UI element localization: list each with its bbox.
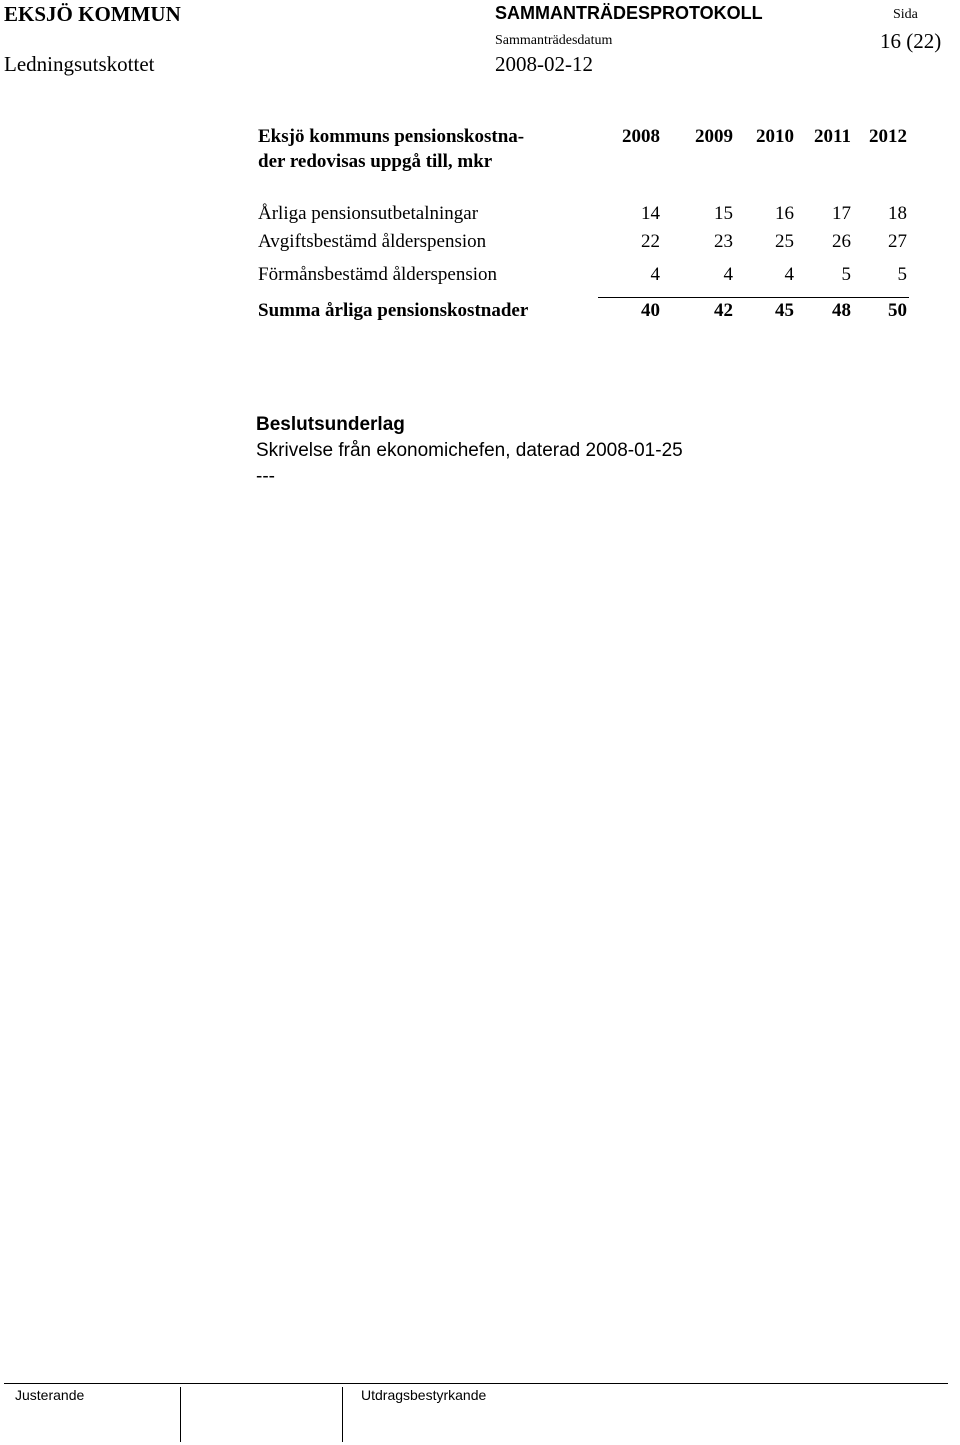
row-label: Årliga pensionsutbetalningar: [258, 203, 479, 224]
year-header: 2011: [814, 126, 851, 147]
table-cell: 14: [641, 203, 660, 224]
table-cell: 18: [888, 203, 907, 224]
table-cell: 4: [650, 264, 660, 285]
total-cell: 40: [641, 300, 660, 321]
year-header: 2008: [622, 126, 660, 147]
row-label: Förmånsbestämd ålderspension: [258, 264, 498, 285]
table-cell: 23: [714, 231, 733, 252]
table-title-line-1: Eksjö kommuns pensionskostna-: [258, 126, 525, 147]
year-header: 2012: [869, 126, 907, 147]
document-type: SAMMANTRÄDESPROTOKOLL: [495, 3, 763, 23]
table-cell: 16: [775, 203, 794, 224]
row-label: Avgiftsbestämd ålderspension: [258, 231, 487, 252]
meeting-date-value: 2008-02-12: [495, 52, 593, 76]
signature-divider: [342, 1387, 343, 1442]
table-cell: 4: [784, 264, 794, 285]
table-cell: 5: [841, 264, 851, 285]
footer-rule: [4, 1383, 948, 1384]
table-cell: 25: [775, 231, 794, 252]
page-number: 16 (22): [880, 29, 942, 53]
table-title-line-2: der redovisas uppgå till, mkr: [258, 151, 493, 172]
basis-dashes: ---: [256, 466, 275, 487]
table-cell: 17: [832, 203, 851, 224]
basis-text: Skrivelse från ekonomichefen, daterad 2008-01-25: [256, 440, 683, 461]
meeting-date-label: Sammanträdesdatum: [495, 33, 613, 48]
justerande-label: Justerande: [15, 1387, 85, 1403]
year-header: 2009: [695, 126, 733, 147]
year-header: 2010: [756, 126, 794, 147]
sum-underline: [598, 297, 909, 298]
table-cell: 15: [714, 203, 733, 224]
utdragsbestyrkande-label: Utdragsbestyrkande: [361, 1387, 487, 1403]
organization-name: EKSJÖ KOMMUN: [4, 2, 181, 26]
committee-name: Ledningsutskottet: [4, 52, 155, 76]
page-label: Sida: [893, 7, 918, 22]
total-cell: 48: [832, 300, 851, 321]
total-cell: 45: [775, 300, 794, 321]
basis-heading: Beslutsunderlag: [256, 414, 405, 435]
signature-divider: [180, 1387, 181, 1442]
table-cell: 26: [832, 231, 851, 252]
table-cell: 5: [897, 264, 907, 285]
total-cell: 50: [888, 300, 907, 321]
total-label: Summa årliga pensionskostnader: [258, 300, 529, 321]
table-cell: 22: [641, 231, 660, 252]
total-cell: 42: [714, 300, 733, 321]
table-cell: 4: [723, 264, 733, 285]
table-cell: 27: [888, 231, 907, 252]
